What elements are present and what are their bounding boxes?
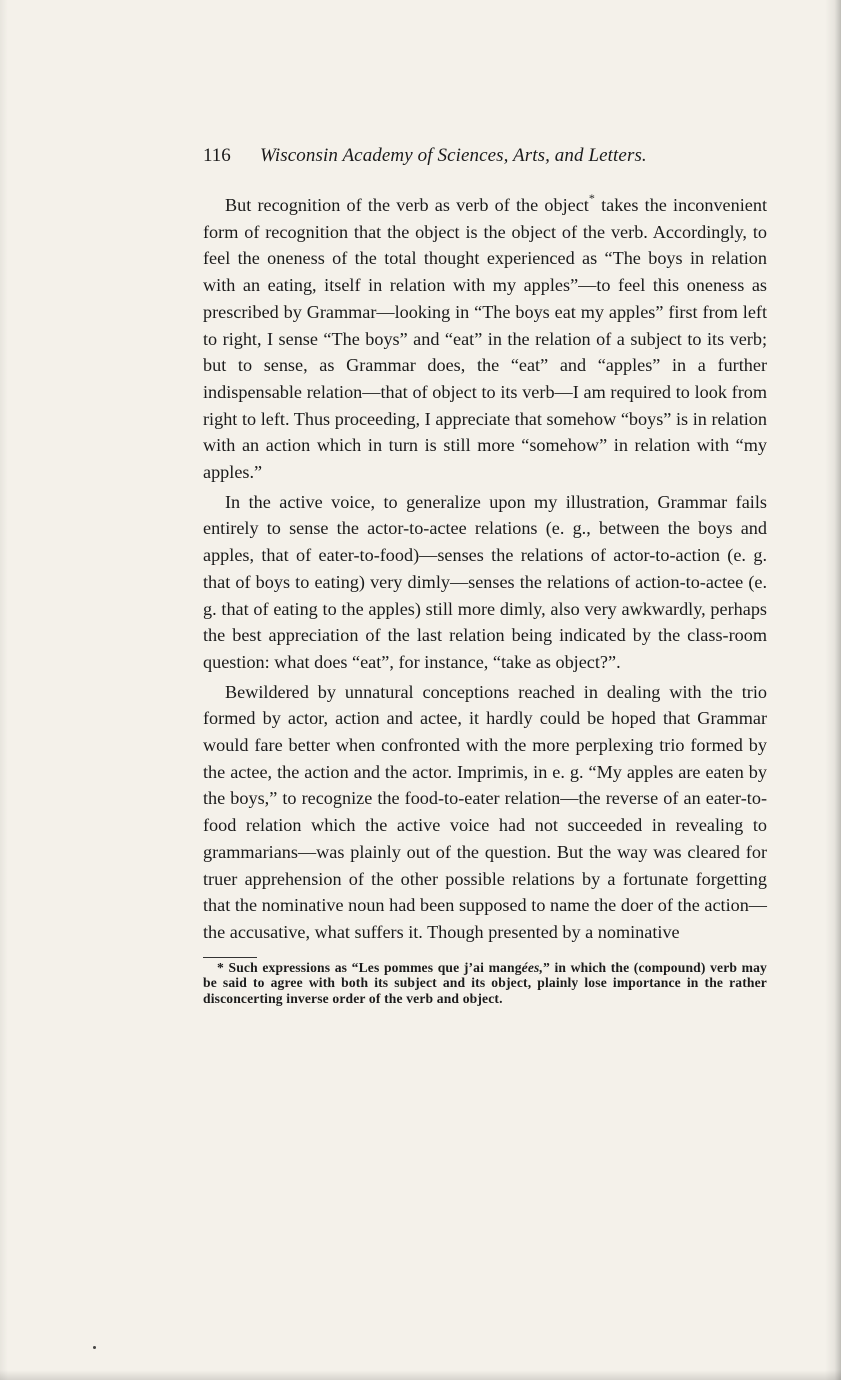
- footnote-reference-marker: *: [588, 191, 595, 205]
- footnote-italic-ending: ées,: [521, 959, 544, 975]
- footnote-text: [203, 960, 767, 1007]
- footnote-rule: [203, 957, 257, 958]
- footnote: [203, 960, 767, 1007]
- body-text: [203, 192, 767, 946]
- journal-title: Wisconsin Academy of Sciences, Arts, and Letters.: [260, 145, 647, 166]
- footnote-text-rest: ” in which the (compound) verb may be said to agree with both its subject and its object, plainly lose importance in the rather disconcerting inverse order of the verb and object.: [203, 959, 767, 1006]
- paragraph-1-start: But recognition of the verb as verb of the object: [225, 195, 589, 215]
- scan-edge-left: [0, 0, 8, 1380]
- scan-speck: [93, 1346, 96, 1349]
- paragraph-1: [203, 192, 767, 486]
- footnote-text-start: Such expressions as “Les pommes que j’ai mang: [223, 959, 522, 975]
- paragraph-2: In the active voice, to generalize upon my illustration, Grammar fails entirely to sense the actor-to-actee relations (e. g., between the boys and apples, that of eater-to-food)—senses the relations of actor-to-action (e. g. that of boys to eating) very dimly—senses the relations of action-to-actee (e. g. that of eating to the apples) still more dimly, also very awkwardly, perhaps the best appreciation of the last relation being indicated by the class-room question: what does “eat”, for instance, “take as object?”.: [203, 491, 767, 672]
- paragraph-3: Bewildered by unnatural conceptions reached in dealing with the trio formed by actor, action and actee, it hardly could be hoped that Grammar would fare better when confronted with the more perplexing trio formed by the actee, the action and the actor. Imprimis, in e. g. “My apples are eaten by the boys,” to recognize the food-to-eater relation—the reverse of an eater-to-food relation which the active voice had not succeeded in revealing to grammarians—was plainly out of the question. But the way was cleared for truer apprehension of the other possible relations by a fortunate forgetting that the nominative noun had been supposed to name the doer of the action—the accusative, what suffers it. Though presented by a nominative: [203, 681, 767, 942]
- running-head: [203, 140, 767, 172]
- scan-edge-right: [825, 0, 841, 1380]
- page-number: 116: [203, 145, 231, 166]
- footnote-marker: *: [217, 959, 224, 975]
- scan-edge-bottom: [0, 1370, 841, 1380]
- book-page: [203, 140, 767, 1006]
- paragraph-1-rest: takes the inconvenient form of recognition that the object is the object of the verb. Accordingly, to feel the oneness of the total thought experienced as “The boys in relation with an eating, itself in relation with my apples”—to feel this oneness as prescribed by Grammar—looking in “The boys eat my apples” first from left to right, I sense “The boys” and “eat” in the relation of a subject to its verb; but to sense, as Grammar does, the “eat” and “apples” in a further indispensable relation—that of object to its verb—I am required to look from right to left. Thus proceeding, I appreciate that somehow “boys” is in relation with an action which in turn is still more “somehow” in relation with “my apples.”: [203, 195, 768, 483]
